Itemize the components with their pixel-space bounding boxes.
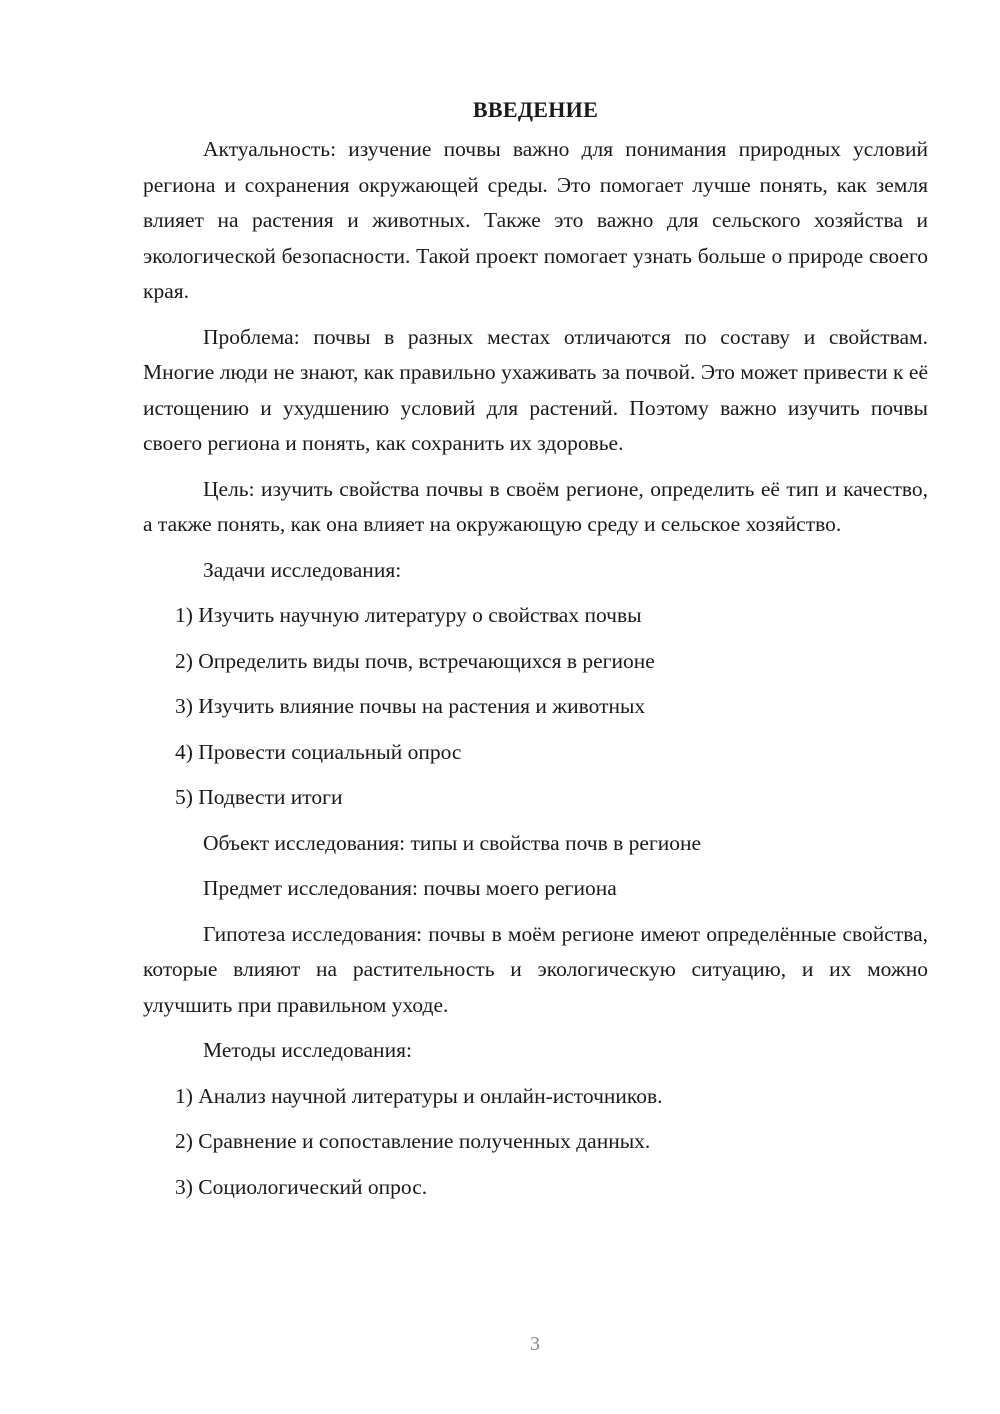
- research-subject: Предмет исследования: почвы моего региона: [203, 876, 617, 900]
- method-item-2: 2) Сравнение и сопоставление полученных данных.: [175, 1129, 651, 1153]
- problem-paragraph: Проблема: почвы в разных местах отличаются по составу и свойствам. Многие люди не знают, как правильно ухаживать за почвой. Это может привести к её истощению и ухудшению условий для растений. Поэтому важно изучить почвы своего региона и понять, как сохранить их здоровье.: [143, 324, 928, 455]
- task-item-3: 3) Изучить влияние почвы на растения и животных: [175, 694, 646, 718]
- page-title: ВВЕДЕНИЕ: [472, 97, 599, 122]
- relevance-paragraph: Актуальность: изучение почвы важно для понимания природных условий региона и сохранения окружающей среды. Это помогает лучше понять, как земля влияет на растения и животных. Также это важно для сельского хозяйства и экологической безопасности. Такой проект помогает узнать больше о природе своего края.: [143, 137, 928, 303]
- page-number: 3: [530, 1333, 540, 1355]
- document-page: [143, 92, 928, 1215]
- tasks-heading: Задачи исследования:: [203, 557, 402, 582]
- task-item-2: 2) Определить виды почв, встречающихся в регионе: [175, 648, 655, 673]
- research-object: Объект исследования: типы и свойства почв в регионе: [203, 830, 702, 855]
- task-item-5: 5) Подвести итоги: [175, 785, 343, 809]
- method-item-3: 3) Социологический опрос.: [175, 1174, 428, 1199]
- goal-paragraph: Цель: изучить свойства почвы в своём регионе, определить её тип и качество, а также понять, как она влияет на окружающую среду и сельское хозяйство.: [143, 476, 928, 536]
- task-item-1: 1) Изучить научную литературу о свойствах почвы: [175, 603, 642, 627]
- task-item-4: 4) Провести социальный опрос: [175, 739, 462, 764]
- method-item-1: 1) Анализ научной литературы и онлайн-источников.: [175, 1083, 663, 1108]
- hypothesis-paragraph: Гипотеза исследования: почвы в моём регионе имеют определённые свойства, которые влияют на растительность и экологическую ситуацию, и их можно улучшить при правильном уходе.: [143, 921, 928, 1017]
- methods-heading: Методы исследования:: [203, 1038, 412, 1062]
